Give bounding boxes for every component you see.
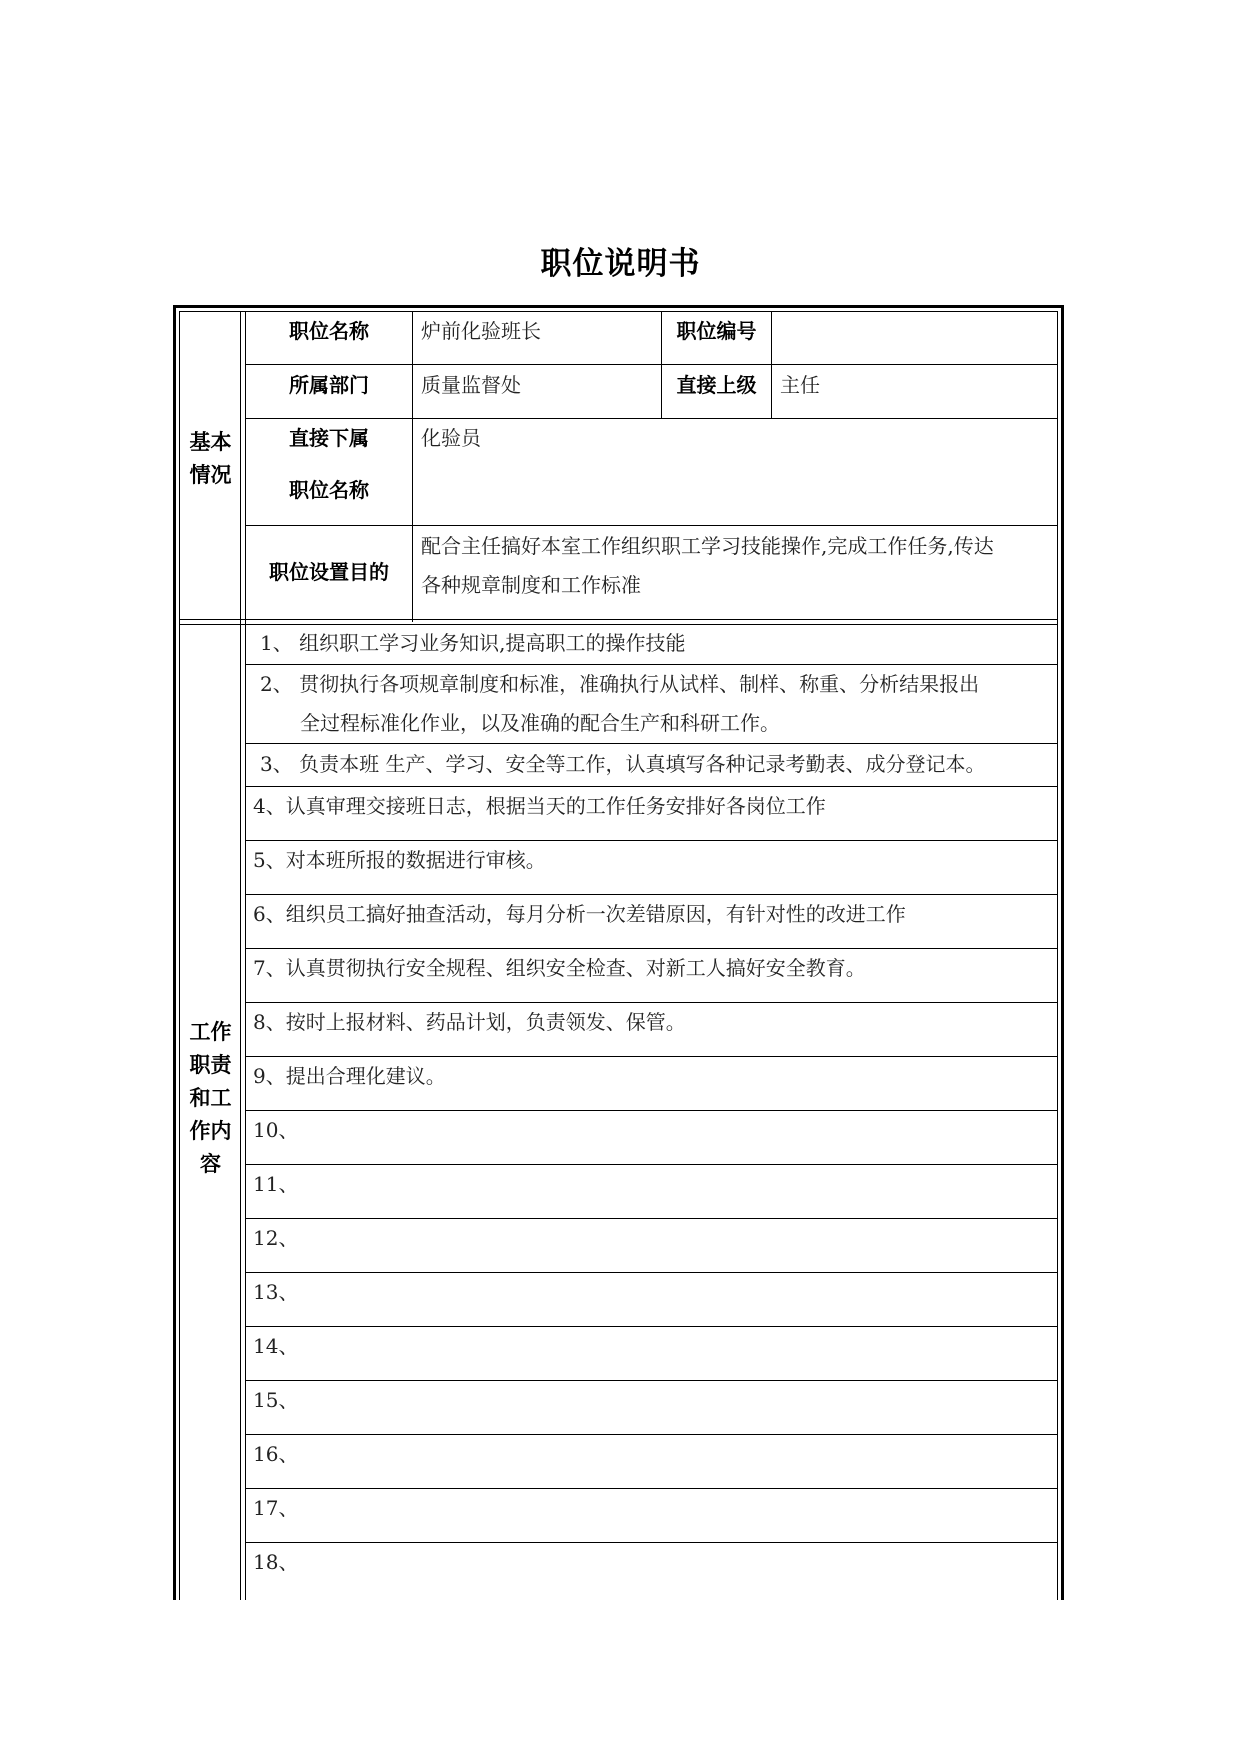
purpose-label: 职位设置目的 xyxy=(269,560,389,584)
duty-row-line xyxy=(245,1164,1058,1165)
basic-row-line-3 xyxy=(245,525,1058,526)
duty-row-line xyxy=(245,1110,1058,1111)
label-column-divider xyxy=(240,311,241,1600)
duty-item: 11、 xyxy=(253,1172,299,1196)
duty-item: 6、组织员工搞好抽查活动，每月分析一次差错原因，有针对性的改进工作 xyxy=(253,902,906,926)
basic-col-divider-1 xyxy=(412,311,413,622)
duty-item: 15、 xyxy=(253,1388,299,1412)
duty-item: 8、按时上报材料、药品计划，负责领发、保管。 xyxy=(253,1010,686,1034)
inner-right-border xyxy=(1057,311,1058,1600)
position-code-label: 职位编号 xyxy=(676,319,757,343)
duty-item: 18、 xyxy=(253,1550,299,1574)
basic-row-line-1 xyxy=(245,364,1058,365)
section-separator-top xyxy=(179,619,1058,620)
basic-section-label-line: 情况 xyxy=(189,463,232,487)
duties-section-label-line: 作内 xyxy=(189,1119,232,1143)
basic-section-label-line: 基本 xyxy=(189,430,232,454)
duty-item: 10、 xyxy=(253,1118,299,1142)
duty-item: 12、 xyxy=(253,1226,299,1250)
position-name-label: 职位名称 xyxy=(289,319,369,343)
inner-left-border xyxy=(179,311,180,1600)
duty-row-line xyxy=(245,1218,1058,1219)
duty-item: 14、 xyxy=(253,1334,299,1358)
department-label: 所属部门 xyxy=(289,373,369,397)
duty-item: 13、 xyxy=(253,1280,299,1304)
duty-item: 1、 组织职工学习业务知识,提高职工的操作技能 xyxy=(260,631,686,655)
duties-section-label xyxy=(181,1016,240,1181)
duties-section-label-line: 和工 xyxy=(189,1086,232,1110)
duty-item: 7、认真贯彻执行安全规程、组织安全检查、对新工人搞好安全教育。 xyxy=(253,956,866,980)
duty-item: 17、 xyxy=(253,1496,299,1520)
duty-row-line xyxy=(245,1434,1058,1435)
subordinate-label: 直接下属 xyxy=(289,426,369,450)
duty-row-line xyxy=(245,1272,1058,1273)
subordinate-value: 化验员 xyxy=(421,426,481,450)
duty-item: 2、 贯彻执行各项规章制度和标准，准确执行从试样、制样、称重、分析结果报出 xyxy=(260,672,980,696)
duty-row-line xyxy=(245,1542,1058,1543)
subordinate-label-2: 职位名称 xyxy=(289,478,369,502)
duty-row-line xyxy=(245,1380,1058,1381)
duties-section-label-line: 容 xyxy=(200,1152,221,1176)
basic-section-label xyxy=(181,426,240,492)
duty-item: 3、 负责本班 生产、学习、安全等工作，认真填写各种记录考勤表、成分登记本。 xyxy=(260,752,986,776)
duty-row-line xyxy=(245,743,1058,744)
duty-item: 5、对本班所报的数据进行审核。 xyxy=(253,848,546,872)
position-name-value: 炉前化验班长 xyxy=(421,319,541,343)
purpose-line: 各种规章制度和工作标准 xyxy=(421,573,641,597)
supervisor-label: 直接上级 xyxy=(676,373,757,397)
supervisor-value: 主任 xyxy=(780,373,820,397)
duty-item: 9、提出合理化建议。 xyxy=(253,1064,446,1088)
duty-item-continuation: 全过程标准化作业，以及准确的配合生产和科研工作。 xyxy=(300,711,780,735)
duty-item: 16、 xyxy=(253,1442,299,1466)
duties-section-label-line: 职责 xyxy=(189,1053,232,1077)
duty-item: 4、认真审理交接班日志，根据当天的工作任务安排好各岗位工作 xyxy=(253,794,826,818)
duty-row-line xyxy=(245,1326,1058,1327)
duties-section-label-line: 工作 xyxy=(189,1020,232,1044)
duty-row-line xyxy=(245,1488,1058,1489)
document-title: 职位说明书 xyxy=(540,246,701,282)
department-value: 质量监督处 xyxy=(421,373,521,397)
purpose-line: 配合主任搞好本室工作组织职工学习技能操作,完成工作任务,传达 xyxy=(421,534,994,558)
